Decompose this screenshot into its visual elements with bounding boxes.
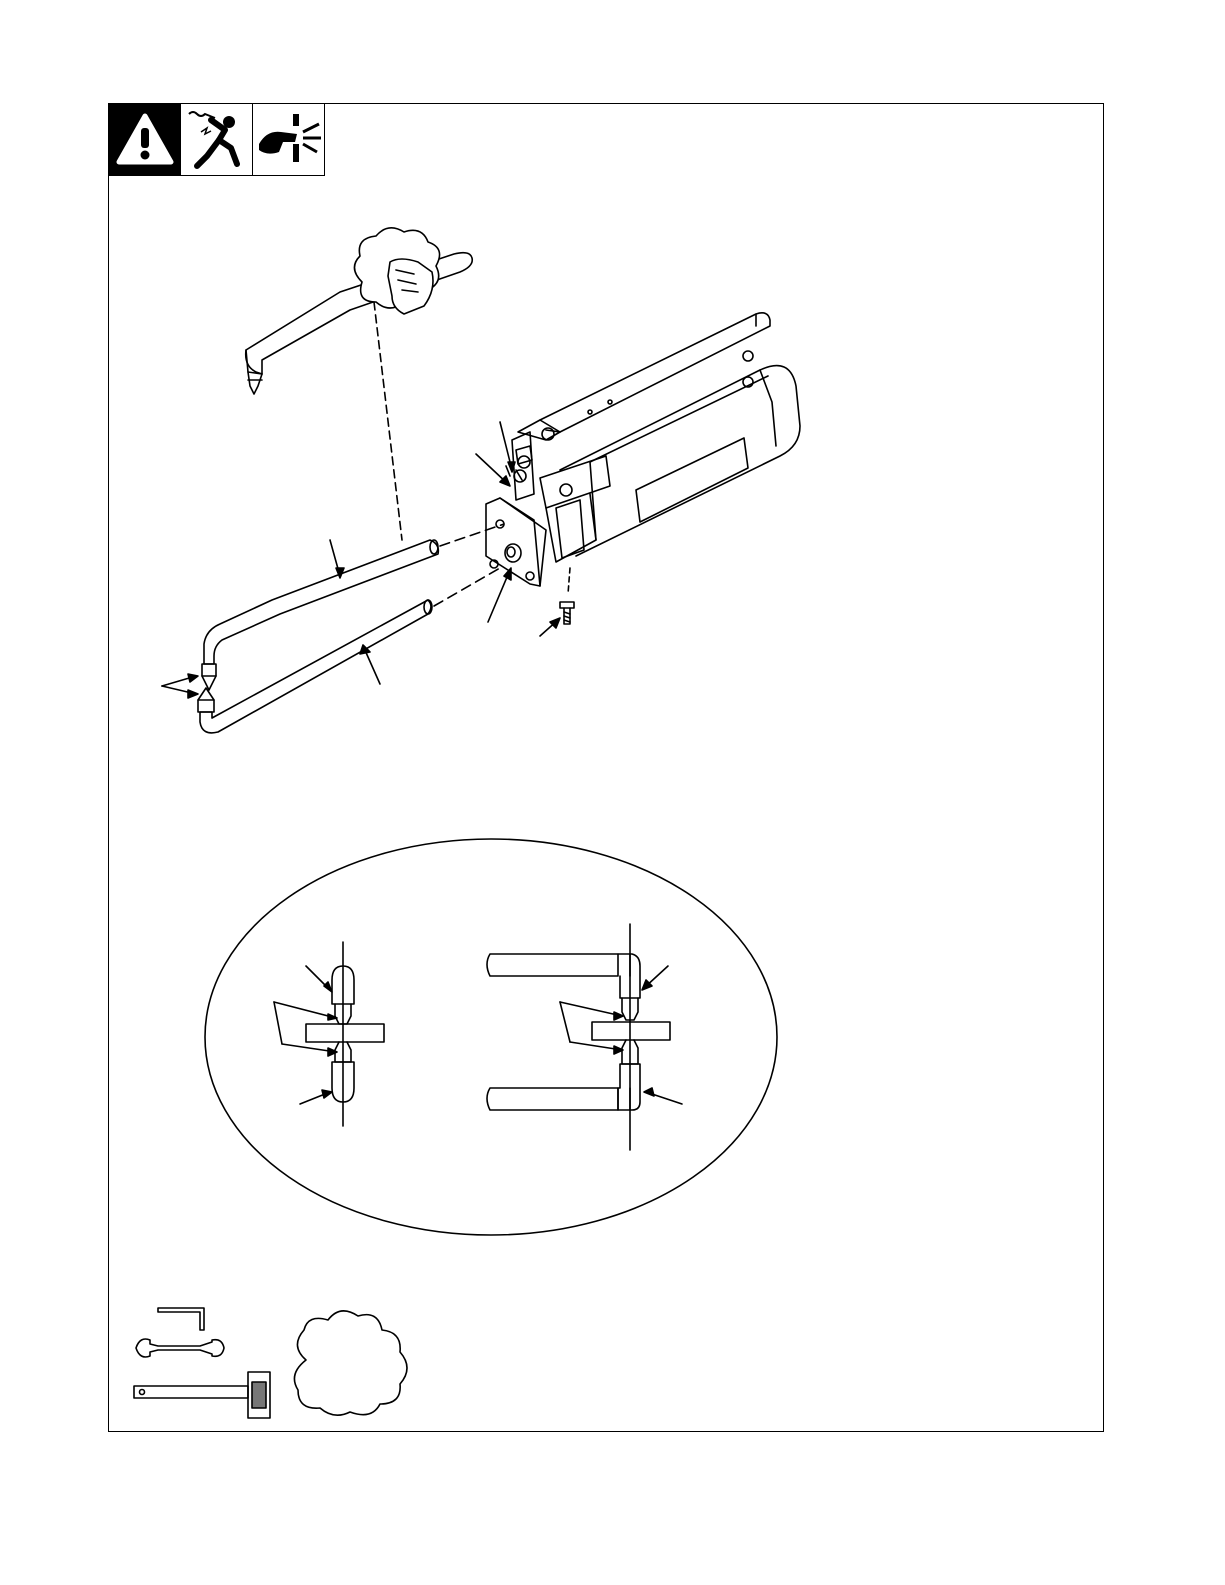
cleaning-cloth-on-arm [354, 228, 439, 314]
upper-arm [202, 540, 438, 690]
offset-arm-alignment [487, 924, 682, 1150]
soft-mallet-icon [134, 1372, 270, 1418]
cleaning-cloth-icon [294, 1311, 407, 1415]
open-end-wrench-icon [136, 1339, 224, 1357]
allen-wrench-icon [158, 1308, 204, 1330]
lower-arm [198, 600, 432, 733]
mounting-screw [560, 568, 574, 624]
welder-gun-body [486, 313, 800, 586]
callout-arrows [162, 422, 560, 698]
cleaning-leader-line [374, 302, 402, 540]
straight-tip-alignment [274, 942, 384, 1126]
alignment-detail-ellipse [205, 839, 777, 1235]
